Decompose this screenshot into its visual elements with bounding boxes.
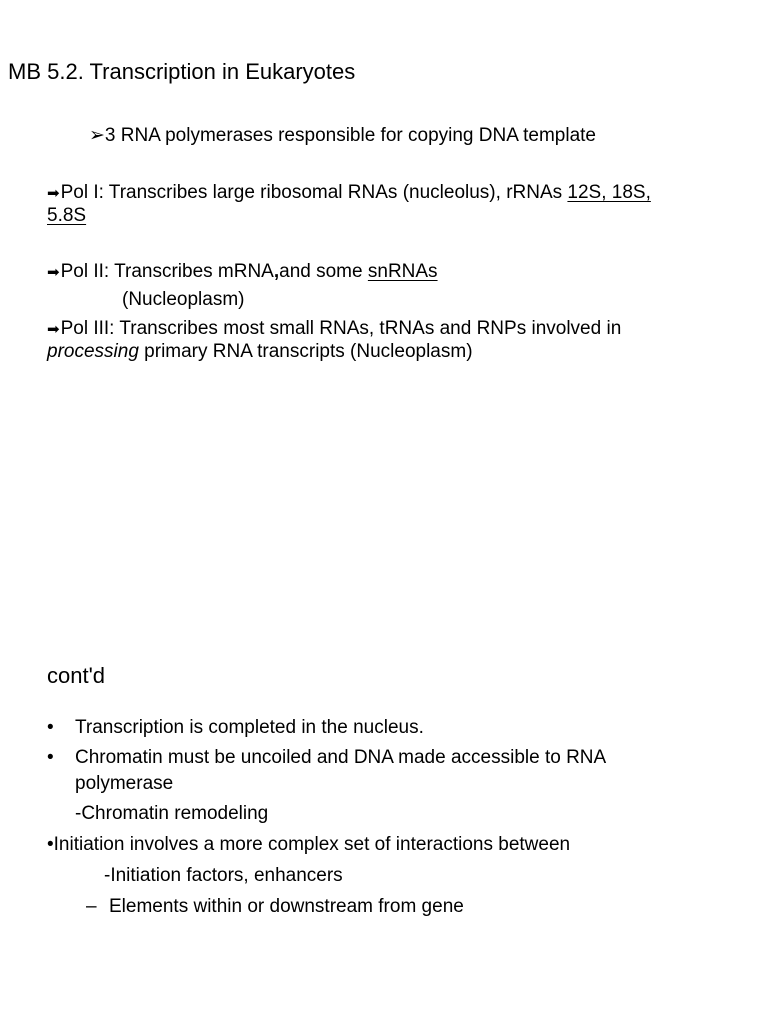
pol2-underlined-snrnas: snRNAs (367, 261, 438, 282)
pol1-underlined-rrna-continued: 5.8S (47, 205, 87, 226)
initiation-line: •Initiation involves a more complex set of interactions between (47, 834, 571, 855)
pol2-line (47, 261, 438, 284)
right-arrow-icon: ➡ (47, 264, 60, 281)
bullet-item-continued: polymerase (75, 773, 174, 794)
pol1-underlined-rrnas: 12S, 18S, (567, 182, 651, 203)
bullet-symbol: • (47, 717, 54, 738)
right-arrow-icon: ➡ (47, 185, 60, 202)
pol2-comma: , (273, 261, 280, 282)
pol1-text: Pol I: Transcribes large ribosomal RNAs (nucleolus), rRNAs (60, 182, 568, 203)
intro-line (89, 125, 596, 147)
intro-text: 3 RNA polymerases responsible for copying DNA template (104, 125, 596, 146)
pol2-location: (Nucleoplasm) (122, 289, 245, 310)
slide-title: MB 5.2. Transcription in Eukaryotes (8, 59, 356, 84)
pol2-mid-text: and some (279, 261, 368, 282)
sub-item: -Initiation factors, enhancers (104, 865, 343, 886)
dash-item: Elements within or downstream from gene (109, 896, 464, 917)
pol3-text: Pol III: Transcribes most small RNAs, tRNAs and RNPs involved in (60, 318, 622, 339)
section-title: cont'd (47, 663, 106, 688)
pol3-line (47, 318, 621, 341)
right-arrow-icon: ➡ (47, 321, 60, 338)
pol3-line-2 (47, 341, 473, 363)
bullet-item: Transcription is completed in the nucleus. (75, 717, 424, 738)
bullet-item: Chromatin must be uncoiled and DNA made accessible to RNA (75, 747, 607, 768)
arrowhead-bullet-icon: ➢ (89, 125, 105, 146)
bullet-symbol: • (47, 747, 54, 768)
pol3-text-continued: primary RNA transcripts (Nucleoplasm) (138, 341, 473, 362)
sub-item: -Chromatin remodeling (75, 803, 269, 824)
pol2-text: Pol II: Transcribes mRNA (60, 261, 274, 282)
pol1-line (47, 182, 651, 205)
dash-symbol: – (86, 896, 97, 917)
pol3-italic-processing: processing (47, 341, 139, 362)
